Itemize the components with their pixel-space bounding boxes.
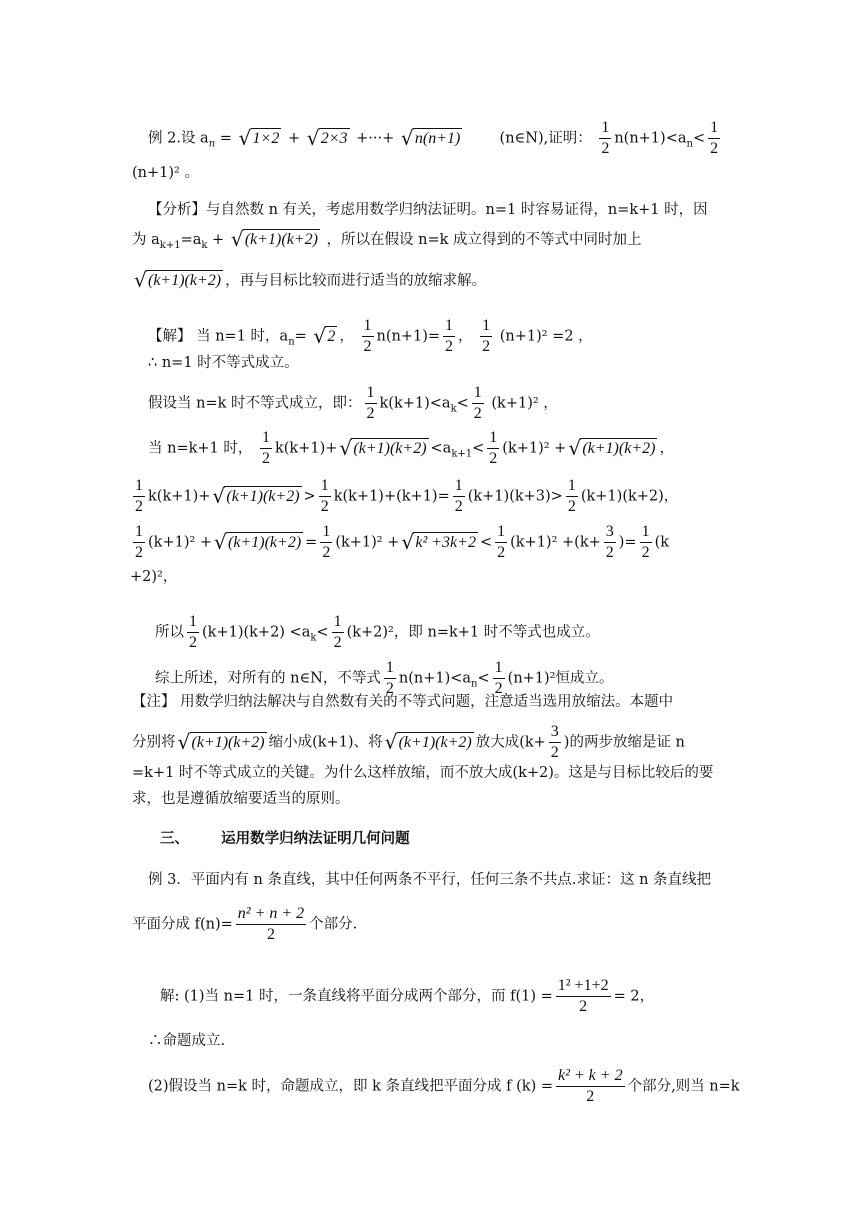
section-title: 运用数学归纳法证明几何问题 bbox=[221, 831, 410, 847]
sqrt-k1k2: √ (k+1)(k+2) bbox=[177, 729, 265, 754]
analysis-line-1: 【分析】与自然数 n 有关，考虑用数学归纳法证明。n=1 时容易证得，n=k+1 时，因 bbox=[148, 202, 708, 218]
num: 1 bbox=[487, 430, 499, 449]
num: 1 bbox=[708, 120, 720, 139]
text: k(k+1)+ bbox=[148, 488, 211, 505]
solution-line-6 bbox=[130, 524, 669, 561]
frac-half bbox=[133, 478, 145, 515]
sqrt-body: 2 bbox=[327, 327, 336, 345]
num: 1² +1+2 bbox=[556, 978, 611, 997]
text: 平面分成 f(n)= bbox=[132, 916, 233, 933]
den: 2 bbox=[366, 405, 375, 422]
note-line-1: 【注】 用数学归纳法解决与自然数有关的不等式问题，注意适当选用放缩法。本题中 bbox=[132, 694, 674, 710]
text: 解: (1)当 n=1 时，一条直线将平面分成两个部分，而 f(1) = bbox=[160, 988, 553, 1005]
sqrt-k1k2: √ (k+1)(k+2) bbox=[230, 227, 318, 251]
sqrt-2: √ 2 bbox=[313, 323, 336, 348]
note-line-4: 求，也是遵循放缩要适当的原则。 bbox=[132, 791, 350, 807]
frac-3-2 bbox=[549, 724, 561, 761]
analysis-line-2 bbox=[132, 227, 642, 251]
text: 分别将 bbox=[132, 734, 176, 751]
den: 2 bbox=[320, 498, 329, 515]
frac-half bbox=[566, 478, 578, 515]
text: 所以 bbox=[155, 624, 184, 641]
ex3-line-3 bbox=[160, 978, 654, 1015]
note-line-3: =k+1 时不等式成立的关键。为什么这样放缩，而不放大成(k+2)。这是与目标比较后的要 bbox=[132, 765, 714, 781]
solution-line-4 bbox=[148, 430, 674, 467]
frac-half bbox=[384, 660, 396, 697]
den: 2 bbox=[482, 338, 491, 355]
text: 个部分,则当 n=k bbox=[627, 1078, 740, 1095]
text: k(k+1)+(k+1)= bbox=[333, 488, 450, 505]
text: 假设当 n=k 时不等式成立，即： bbox=[148, 395, 362, 412]
ex3-line-1: 例 3．平面内有 n 条直线，其中任何两条不平行，任何三条不共点.求证：这 n 条直线把 bbox=[148, 872, 712, 888]
solution-line-1: 【解】 当 n=1 时，$a_n=$ √ 2 ， $\frac{1}{2}$ n(n+1)= $\frac{1}{2}$ ， $\frac{1}{2}$ (n+1)² =2 ， bbox=[148, 317, 593, 355]
sub-k: k bbox=[310, 632, 317, 644]
text: (n+1)² =2 ， bbox=[499, 328, 593, 345]
frac-half bbox=[365, 385, 377, 422]
lt: < bbox=[479, 534, 493, 551]
sqrt-body: (k+1)(k+2) bbox=[353, 439, 427, 457]
text: (k+1)² + bbox=[148, 534, 213, 551]
sqrt-k1k2: √ (k+1)(k+2) bbox=[212, 483, 300, 508]
den: 2 bbox=[135, 544, 143, 561]
analysis-line-3 bbox=[132, 268, 487, 292]
text: (k+1)(k+3)> bbox=[467, 488, 563, 505]
ex2-line-1: 例 2.设 $a_n$ = √ 1×2 + √ 2×3 +···+ √ n(n+1) (n∈N),证明： $\frac{1}{2}$ $n(n+1)<a_n<$ $\frac{1}{2}$ bbox=[148, 119, 719, 157]
num: 1 bbox=[319, 478, 331, 497]
sqrt-k1k2: √ (k+1)(k+2) bbox=[384, 729, 472, 754]
text: k(k+1)+ bbox=[274, 440, 338, 457]
den: 2 bbox=[641, 544, 650, 561]
sqrt-body: k² +3k+2 bbox=[415, 533, 476, 551]
frac-half bbox=[133, 524, 145, 561]
frac-half bbox=[599, 120, 611, 157]
text: 【解】 当 n=1 时，a bbox=[148, 328, 289, 345]
lt: < bbox=[477, 670, 490, 687]
den: 2 bbox=[454, 498, 463, 515]
sqrt-k1k2: √ (k+1)(k+2) bbox=[134, 268, 222, 292]
den: 2 bbox=[333, 634, 342, 651]
den: 2 bbox=[710, 140, 719, 157]
num: 1 bbox=[493, 660, 505, 679]
den: 2 bbox=[135, 498, 143, 515]
solution-line-8 bbox=[155, 614, 600, 651]
text: 综上所述，对所有的 n∈N，不等式 bbox=[155, 670, 381, 687]
text: 放大成(k+ bbox=[475, 734, 546, 751]
frac-half bbox=[487, 430, 499, 467]
num: 1 bbox=[566, 478, 578, 497]
sub-n: n bbox=[208, 138, 216, 150]
sqrt-body: (k+1)(k+2) bbox=[191, 733, 265, 751]
sqrt-body: (k+1)(k+2) bbox=[148, 272, 222, 289]
frac-fk bbox=[556, 1068, 625, 1105]
den: 2 bbox=[489, 450, 498, 467]
eq-sign: = bbox=[219, 130, 232, 147]
den: 2 bbox=[601, 140, 610, 157]
sqrt-n-n1: √ n(n+1) bbox=[400, 125, 461, 150]
frac-half bbox=[260, 430, 272, 467]
lt: < bbox=[456, 395, 469, 412]
sub-k: k bbox=[201, 239, 208, 251]
frac-half bbox=[320, 524, 332, 561]
lt: < bbox=[692, 130, 706, 147]
frac-3-2 bbox=[604, 524, 616, 561]
num: 3 bbox=[549, 724, 561, 743]
num: 1 bbox=[480, 318, 492, 337]
num: 1 bbox=[362, 318, 374, 337]
num: 1 bbox=[332, 614, 344, 633]
num: 1 bbox=[472, 385, 484, 404]
den: 2 bbox=[266, 926, 275, 943]
sqrt-k1k2: √ (k+1)(k+2) bbox=[214, 529, 302, 554]
num: 1 bbox=[365, 385, 377, 404]
frac-f1 bbox=[556, 978, 611, 1015]
frac-half bbox=[332, 614, 344, 651]
text: 个部分. bbox=[309, 916, 358, 933]
num: 1 bbox=[599, 120, 611, 139]
text: (k+1)² +(k+ bbox=[510, 534, 601, 551]
section-3-heading bbox=[160, 832, 410, 847]
num: n² + n + 2 bbox=[236, 906, 306, 925]
sqrt-1x2: √ 1×2 bbox=[238, 125, 280, 150]
note-line-2 bbox=[132, 724, 685, 761]
text: ，再与目标比较而进行适当的放缩求解。 bbox=[225, 273, 487, 289]
sqrt-body: 1×2 bbox=[252, 129, 280, 147]
lt: < bbox=[316, 624, 329, 641]
ex2-mid: n(n+1)<a bbox=[614, 130, 687, 147]
frac-formula bbox=[236, 906, 306, 943]
den: 2 bbox=[445, 338, 454, 355]
ex3-line-5 bbox=[148, 1068, 740, 1105]
text: (k+1)(k+2)， bbox=[580, 488, 679, 505]
frac-half bbox=[495, 524, 507, 561]
sqrt-body: (k+1)(k+2) bbox=[582, 439, 656, 457]
plus: + bbox=[212, 232, 225, 248]
ex3-line-2 bbox=[132, 906, 357, 943]
den: 2 bbox=[261, 450, 270, 467]
text: k(k+1)<a bbox=[379, 395, 451, 412]
text: (2)假设当 n=k 时，命题成立，即 k 条直线把平面分成 f (k) = bbox=[148, 1078, 553, 1095]
sqrt-body: (k+1)(k+2) bbox=[226, 487, 300, 505]
text: ，所以在假设 n=k 成立得到的不等式中同时加上 bbox=[326, 232, 642, 248]
num: 1 bbox=[133, 478, 145, 497]
text: (n+1)²恒成立。 bbox=[507, 670, 614, 687]
sub-n: n bbox=[471, 678, 478, 690]
num: 1 bbox=[133, 524, 145, 543]
sub-k1: k+1 bbox=[451, 448, 473, 460]
ex2-text: 例 2.设 a bbox=[148, 130, 209, 147]
sqrt-2x3: √ 2×3 bbox=[306, 125, 348, 150]
num: 1 bbox=[260, 430, 272, 449]
num: 1 bbox=[640, 524, 652, 543]
solution-line-9 bbox=[155, 660, 614, 697]
den: 2 bbox=[189, 634, 197, 651]
sub-n: n bbox=[686, 138, 693, 150]
num: 1 bbox=[443, 318, 455, 337]
num: 1 bbox=[187, 614, 199, 633]
frac-half bbox=[640, 524, 652, 561]
frac-half bbox=[187, 614, 199, 651]
sub-k: k bbox=[450, 403, 457, 415]
sqrt-body: n(n+1) bbox=[414, 129, 461, 147]
text: (k+1)(k+2) <a bbox=[202, 624, 311, 641]
frac-half bbox=[319, 478, 331, 515]
text: (k+1)² + bbox=[335, 534, 400, 551]
text: )的两步放缩是证 n bbox=[563, 734, 685, 751]
text: n(n+1)<a bbox=[398, 670, 472, 687]
den: 2 bbox=[567, 498, 576, 515]
condition: (n∈N),证明： bbox=[499, 130, 592, 147]
eq: = bbox=[305, 534, 318, 551]
lt: < bbox=[472, 440, 485, 457]
num: 1 bbox=[320, 524, 332, 543]
sqrt-body: (k+1)(k+2) bbox=[398, 733, 472, 751]
sqrt-k2-3k-2: √ k² +3k+2 bbox=[401, 529, 476, 554]
ex2-line-2: (n+1)² 。 bbox=[132, 165, 199, 181]
text: = 2， bbox=[613, 988, 655, 1005]
sqrt-body: 2×3 bbox=[320, 129, 348, 147]
frac-half bbox=[472, 385, 484, 422]
frac-half bbox=[480, 318, 492, 355]
text: =a bbox=[180, 232, 202, 248]
solution-line-3 bbox=[148, 385, 558, 422]
plus-dots: +···+ bbox=[356, 130, 395, 147]
sqrt-body: (k+1)(k+2) bbox=[244, 231, 318, 248]
text: 当 n=k+1 时， bbox=[148, 440, 253, 457]
sqrt-body: (k+1)(k+2) bbox=[228, 533, 302, 551]
num: k² + k + 2 bbox=[556, 1068, 625, 1087]
gt: > bbox=[303, 488, 316, 505]
text: (k+1)² ， bbox=[491, 395, 558, 412]
frac-half bbox=[493, 660, 505, 697]
den: 2 bbox=[494, 680, 503, 697]
frac-half bbox=[453, 478, 465, 515]
sub-k1: k+1 bbox=[159, 239, 181, 251]
den: 2 bbox=[586, 1088, 595, 1105]
frac-half bbox=[362, 318, 374, 355]
solution-line-7: +2)²， bbox=[130, 569, 178, 585]
text: <a bbox=[430, 440, 452, 457]
num: 1 bbox=[384, 660, 396, 679]
ex3-line-4: ∴命题成立. bbox=[148, 1033, 226, 1049]
text: 缩小成(k+1)、将 bbox=[268, 734, 383, 751]
num: 1 bbox=[453, 478, 465, 497]
den: 2 bbox=[605, 544, 614, 561]
den: 2 bbox=[550, 744, 559, 761]
num: 3 bbox=[604, 524, 616, 543]
den: 2 bbox=[473, 405, 482, 422]
text: (k bbox=[654, 534, 670, 551]
sub-n: n bbox=[288, 336, 295, 348]
sqrt-k1k2: √ (k+1)(k+2) bbox=[339, 435, 427, 460]
text: n(n+1)= bbox=[376, 328, 441, 345]
text: (k+2)²，即 n=k+1 时不等式也成立。 bbox=[346, 624, 600, 641]
text: )= bbox=[618, 534, 637, 551]
sqrt-k1k2: √ (k+1)(k+2) bbox=[568, 435, 656, 460]
num: 1 bbox=[495, 524, 507, 543]
text: (k+1)² + bbox=[502, 440, 567, 457]
solution-line-5 bbox=[130, 478, 678, 515]
frac-half bbox=[443, 318, 455, 355]
den: 2 bbox=[363, 338, 372, 355]
den: 2 bbox=[579, 998, 588, 1015]
eq: = bbox=[294, 328, 307, 345]
text: 为 a bbox=[132, 232, 160, 248]
solution-line-2: ∴ n=1 时不等式成立。 bbox=[148, 355, 299, 371]
den: 2 bbox=[322, 544, 331, 561]
section-number: 三、 bbox=[160, 831, 189, 847]
den: 2 bbox=[497, 544, 506, 561]
text: ， bbox=[659, 440, 674, 457]
frac-half bbox=[708, 120, 720, 157]
den: 2 bbox=[385, 680, 394, 697]
